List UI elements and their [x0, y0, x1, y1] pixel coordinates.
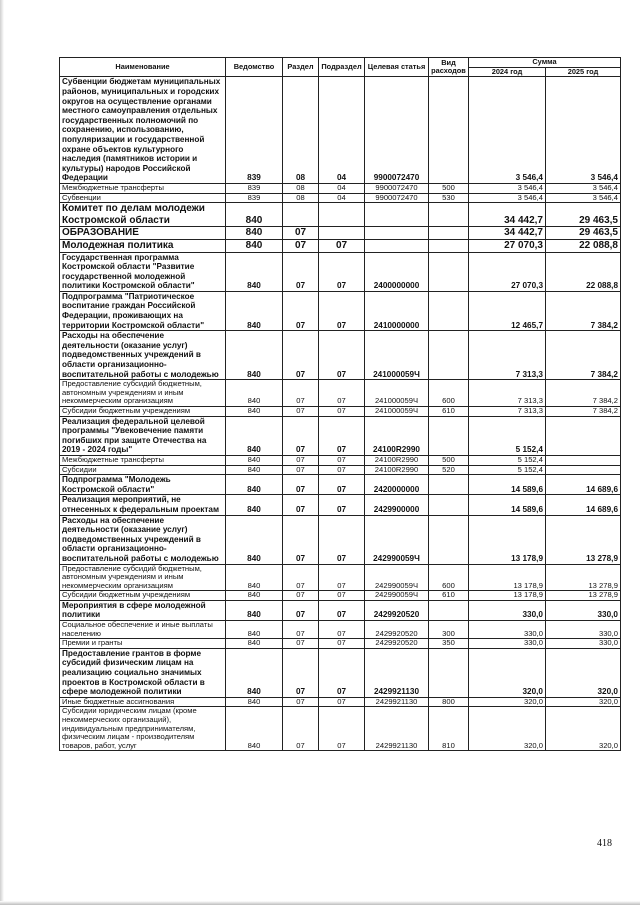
table-row: [60, 380, 621, 407]
row-exp-type: 600: [429, 380, 469, 407]
row-section: 07: [283, 697, 319, 707]
row-section: 07: [283, 475, 319, 495]
table-row: [60, 455, 621, 465]
row-subsection: 07: [319, 697, 365, 707]
table-row: [60, 193, 621, 203]
row-subsection: [319, 227, 365, 240]
row-target: 2400000000: [365, 252, 429, 291]
row-sum-2024: 7 313,3: [469, 331, 546, 380]
row-subsection: 07: [319, 455, 365, 465]
table-row: [60, 183, 621, 193]
row-dept: 840: [226, 227, 283, 240]
table-row: [60, 239, 621, 252]
row-section: 07: [283, 252, 319, 291]
row-sum-2024: 3 546,4: [469, 193, 546, 203]
row-target: 2429921130: [365, 697, 429, 707]
row-section: 07: [283, 591, 319, 601]
row-subsection: 07: [319, 707, 365, 751]
row-section: 07: [283, 380, 319, 407]
row-sum-2025: 7 384,2: [546, 380, 621, 407]
row-section: 07: [283, 639, 319, 649]
row-dept: 840: [226, 600, 283, 620]
row-exp-type: [429, 648, 469, 697]
row-name: Подпрограмма "Молодежь Костромской области": [60, 475, 226, 495]
row-name: Премии и гранты: [60, 639, 226, 649]
row-sum-2024: 3 546,4: [469, 77, 546, 184]
row-subsection: 07: [319, 380, 365, 407]
row-subsection: 07: [319, 291, 365, 330]
row-sum-2024: 320,0: [469, 697, 546, 707]
row-sum-2025: [546, 465, 621, 475]
row-name: Субсидии бюджетным учреждениям: [60, 407, 226, 417]
row-dept: 840: [226, 416, 283, 455]
table-row: [60, 465, 621, 475]
row-name: Межбюджетные трансферты: [60, 455, 226, 465]
table-row: [60, 707, 621, 751]
row-name: Субсидии юридическим лицам (кроме некоммерческих организаций), индивидуальным предпринимателям, физическим лицам - производителям товаров, работ, услуг: [60, 707, 226, 751]
row-target: 241000059Ч: [365, 331, 429, 380]
header-sum: Сумма: [469, 58, 621, 68]
row-name: Субвенции: [60, 193, 226, 203]
row-dept: 840: [226, 291, 283, 330]
row-dept: 839: [226, 183, 283, 193]
row-section: 07: [283, 515, 319, 564]
row-sum-2025: 3 546,4: [546, 193, 621, 203]
row-name: Субсидии: [60, 465, 226, 475]
row-sum-2024: 7 313,3: [469, 380, 546, 407]
row-exp-type: 610: [429, 591, 469, 601]
row-sum-2025: 7 384,2: [546, 407, 621, 417]
row-subsection: 07: [319, 407, 365, 417]
row-subsection: 04: [319, 193, 365, 203]
row-sum-2024: 320,0: [469, 707, 546, 751]
row-sum-2024: 330,0: [469, 639, 546, 649]
row-name: Подпрограмма "Патриотическое воспитание граждан Российской Федерации, проживающих на территории Костромской области": [60, 291, 226, 330]
row-name: Предоставление субсидий бюджетным, автономным учреждениям и иным некоммерческим организациям: [60, 564, 226, 591]
row-target: 2420000000: [365, 475, 429, 495]
row-name: Мероприятия в сфере молодежной политики: [60, 600, 226, 620]
page-number: 418: [597, 838, 612, 849]
row-dept: 840: [226, 515, 283, 564]
row-section: 08: [283, 193, 319, 203]
row-subsection: 07: [319, 600, 365, 620]
row-sum-2025: 13 278,9: [546, 591, 621, 601]
row-dept: 840: [226, 407, 283, 417]
row-sum-2024: 320,0: [469, 648, 546, 697]
row-section: [283, 203, 319, 227]
row-sum-2024: 27 070,3: [469, 252, 546, 291]
row-subsection: 07: [319, 475, 365, 495]
row-sum-2024: 13 178,9: [469, 515, 546, 564]
row-subsection: 07: [319, 331, 365, 380]
row-sum-2024: 34 442,7: [469, 227, 546, 240]
row-exp-type: 500: [429, 183, 469, 193]
row-subsection: 04: [319, 183, 365, 193]
table-row: [60, 564, 621, 591]
header-exp-type: Вид расходов: [429, 58, 469, 77]
row-sum-2025: 29 463,5: [546, 203, 621, 227]
row-sum-2025: 14 689,6: [546, 475, 621, 495]
table-row: [60, 407, 621, 417]
row-target: 2410000000: [365, 291, 429, 330]
row-dept: 840: [226, 455, 283, 465]
row-sum-2024: 13 178,9: [469, 564, 546, 591]
row-subsection: 07: [319, 564, 365, 591]
row-sum-2024: 5 152,4: [469, 416, 546, 455]
row-sum-2025: 7 384,2: [546, 291, 621, 330]
row-sum-2024: 330,0: [469, 621, 546, 639]
row-subsection: 07: [319, 621, 365, 639]
row-name: Иные бюджетные ассигнования: [60, 697, 226, 707]
row-dept: 840: [226, 203, 283, 227]
row-sum-2025: 13 278,9: [546, 515, 621, 564]
row-dept: 840: [226, 591, 283, 601]
row-sum-2025: 3 546,4: [546, 77, 621, 184]
row-dept: 840: [226, 465, 283, 475]
row-section: 08: [283, 183, 319, 193]
row-dept: 839: [226, 77, 283, 184]
row-subsection: [319, 203, 365, 227]
row-sum-2025: 22 088,8: [546, 239, 621, 252]
table-row: [60, 203, 621, 227]
row-section: 07: [283, 331, 319, 380]
row-target: 241000059Ч: [365, 407, 429, 417]
header-section: Раздел: [283, 58, 319, 77]
row-sum-2025: 320,0: [546, 707, 621, 751]
row-sum-2025: 330,0: [546, 621, 621, 639]
row-sum-2025: 3 546,4: [546, 183, 621, 193]
row-dept: 840: [226, 239, 283, 252]
row-exp-type: 500: [429, 455, 469, 465]
row-sum-2024: 3 546,4: [469, 183, 546, 193]
row-section: 07: [283, 600, 319, 620]
row-sum-2024: 14 589,6: [469, 495, 546, 515]
row-exp-type: [429, 475, 469, 495]
row-sum-2024: 34 442,7: [469, 203, 546, 227]
row-name: Субвенции бюджетам муниципальных районов, муниципальных и городских округов на осуществление органами местного самоуправления отдельных государственных полномочий по сохранению, использованию, популяризации и государственной охране объектов культурного наследия (памятников истории и культуры) народов Российской Федерации: [60, 77, 226, 184]
table-row: [60, 648, 621, 697]
row-target: 24100R2990: [365, 416, 429, 455]
row-sum-2025: [546, 455, 621, 465]
row-dept: 840: [226, 380, 283, 407]
row-dept: 840: [226, 252, 283, 291]
row-sum-2024: 5 152,4: [469, 465, 546, 475]
row-subsection: 07: [319, 591, 365, 601]
row-sum-2025: 22 088,8: [546, 252, 621, 291]
row-sum-2025: 320,0: [546, 648, 621, 697]
row-sum-2024: 27 070,3: [469, 239, 546, 252]
row-exp-type: [429, 77, 469, 184]
page-edge-bottom: [0, 901, 640, 905]
row-exp-type: [429, 239, 469, 252]
row-name: Предоставление субсидий бюджетным, автономным учреждениям и иным некоммерческим организациям: [60, 380, 226, 407]
row-target: 242990059Ч: [365, 591, 429, 601]
row-target: 2429920520: [365, 621, 429, 639]
row-dept: 840: [226, 707, 283, 751]
row-subsection: 07: [319, 416, 365, 455]
row-dept: 840: [226, 331, 283, 380]
table-row: [60, 252, 621, 291]
row-sum-2025: 7 384,2: [546, 331, 621, 380]
row-exp-type: 800: [429, 697, 469, 707]
table-row: [60, 291, 621, 330]
row-dept: 839: [226, 193, 283, 203]
row-sum-2025: 13 278,9: [546, 564, 621, 591]
row-sum-2025: 29 463,5: [546, 227, 621, 240]
row-section: 07: [283, 648, 319, 697]
row-section: 07: [283, 416, 319, 455]
row-dept: 840: [226, 697, 283, 707]
row-section: 07: [283, 227, 319, 240]
row-subsection: 07: [319, 465, 365, 475]
row-subsection: 07: [319, 239, 365, 252]
row-section: 07: [283, 291, 319, 330]
row-sum-2025: 320,0: [546, 697, 621, 707]
row-target: 2429920520: [365, 639, 429, 649]
row-exp-type: 520: [429, 465, 469, 475]
table-row: [60, 495, 621, 515]
row-exp-type: 810: [429, 707, 469, 751]
row-dept: 840: [226, 639, 283, 649]
row-subsection: 07: [319, 639, 365, 649]
row-section: 07: [283, 455, 319, 465]
row-exp-type: [429, 203, 469, 227]
row-target: 24100R2990: [365, 455, 429, 465]
row-subsection: 07: [319, 495, 365, 515]
row-sum-2025: 330,0: [546, 600, 621, 620]
table-row: [60, 475, 621, 495]
row-subsection: 04: [319, 77, 365, 184]
row-sum-2025: 14 689,6: [546, 495, 621, 515]
row-name: Субсидии бюджетным учреждениям: [60, 591, 226, 601]
row-target: 2429921130: [365, 707, 429, 751]
row-exp-type: [429, 227, 469, 240]
row-name: Расходы на обеспечение деятельности (оказание услуг) подведомственных учреждений в области организационно-воспитательной работы с молодежью: [60, 331, 226, 380]
row-exp-type: 610: [429, 407, 469, 417]
row-name: Реализация мероприятий, не отнесенных к федеральным проектам: [60, 495, 226, 515]
row-target: 2429920520: [365, 600, 429, 620]
header-name: Наименование: [60, 58, 226, 77]
row-subsection: 07: [319, 648, 365, 697]
table-row: [60, 697, 621, 707]
page-edge-left: [0, 0, 4, 905]
row-target: 241000059Ч: [365, 380, 429, 407]
header-dept: Ведомство: [226, 58, 283, 77]
row-target: 2429921130: [365, 648, 429, 697]
row-exp-type: 530: [429, 193, 469, 203]
row-section: 07: [283, 621, 319, 639]
table-row: [60, 639, 621, 649]
row-target: 24100R2990: [365, 465, 429, 475]
table-row: [60, 416, 621, 455]
row-sum-2025: [546, 416, 621, 455]
row-target: [365, 239, 429, 252]
row-target: 242990059Ч: [365, 515, 429, 564]
row-dept: 840: [226, 475, 283, 495]
table-row: [60, 591, 621, 601]
row-name: Межбюджетные трансферты: [60, 183, 226, 193]
row-sum-2024: 5 152,4: [469, 455, 546, 465]
row-exp-type: [429, 331, 469, 380]
header-year-2025: 2025 год: [546, 68, 621, 77]
row-sum-2024: 330,0: [469, 600, 546, 620]
row-section: 07: [283, 495, 319, 515]
table-row: [60, 600, 621, 620]
row-name: ОБРАЗОВАНИЕ: [60, 227, 226, 240]
row-section: 07: [283, 465, 319, 475]
table-row: [60, 515, 621, 564]
row-section: 07: [283, 239, 319, 252]
row-name: Социальное обеспечение и иные выплаты населению: [60, 621, 226, 639]
row-exp-type: [429, 291, 469, 330]
row-target: 9900072470: [365, 193, 429, 203]
row-sum-2024: 13 178,9: [469, 591, 546, 601]
row-target: 242990059Ч: [365, 564, 429, 591]
table-row: [60, 621, 621, 639]
row-dept: 840: [226, 648, 283, 697]
header-subsection: Подраздел: [319, 58, 365, 77]
table-row: [60, 227, 621, 240]
row-exp-type: 600: [429, 564, 469, 591]
table-row: [60, 331, 621, 380]
row-exp-type: 300: [429, 621, 469, 639]
row-sum-2024: 14 589,6: [469, 475, 546, 495]
row-name: Молодежная политика: [60, 239, 226, 252]
budget-table: [59, 57, 621, 751]
row-exp-type: [429, 515, 469, 564]
row-name: Государственная программа Костромской области "Развитие государственной молодежной политики Костромской области": [60, 252, 226, 291]
row-exp-type: [429, 495, 469, 515]
row-dept: 840: [226, 564, 283, 591]
row-section: 07: [283, 407, 319, 417]
row-exp-type: [429, 600, 469, 620]
row-target: 2429900000: [365, 495, 429, 515]
row-target: 9900072470: [365, 183, 429, 193]
row-subsection: 07: [319, 252, 365, 291]
row-sum-2024: 12 465,7: [469, 291, 546, 330]
row-exp-type: [429, 252, 469, 291]
row-exp-type: [429, 416, 469, 455]
row-dept: 840: [226, 621, 283, 639]
row-target: [365, 227, 429, 240]
row-target: [365, 203, 429, 227]
row-exp-type: 350: [429, 639, 469, 649]
row-section: 07: [283, 707, 319, 751]
row-target: 9900072470: [365, 77, 429, 184]
row-name: Комитет по делам молодежи Костромской области: [60, 203, 226, 227]
row-section: 08: [283, 77, 319, 184]
header-target: Целевая статья: [365, 58, 429, 77]
row-sum-2024: 7 313,3: [469, 407, 546, 417]
row-name: Предоставление грантов в форме субсидий физическим лицам на реализацию социально значимых проектов в Костромской области в сфере молодежной политики: [60, 648, 226, 697]
table-row: [60, 77, 621, 184]
row-dept: 840: [226, 495, 283, 515]
row-subsection: 07: [319, 515, 365, 564]
row-name: Расходы на обеспечение деятельности (оказание услуг) подведомственных учреждений в области организационно-воспитательной работы с молодежью: [60, 515, 226, 564]
row-name: Реализация федеральной целевой программы "Увековечение памяти погибших при защите Отечества на 2019 - 2024 годы": [60, 416, 226, 455]
row-sum-2025: 330,0: [546, 639, 621, 649]
row-section: 07: [283, 564, 319, 591]
header-year-2024: 2024 год: [469, 68, 546, 77]
